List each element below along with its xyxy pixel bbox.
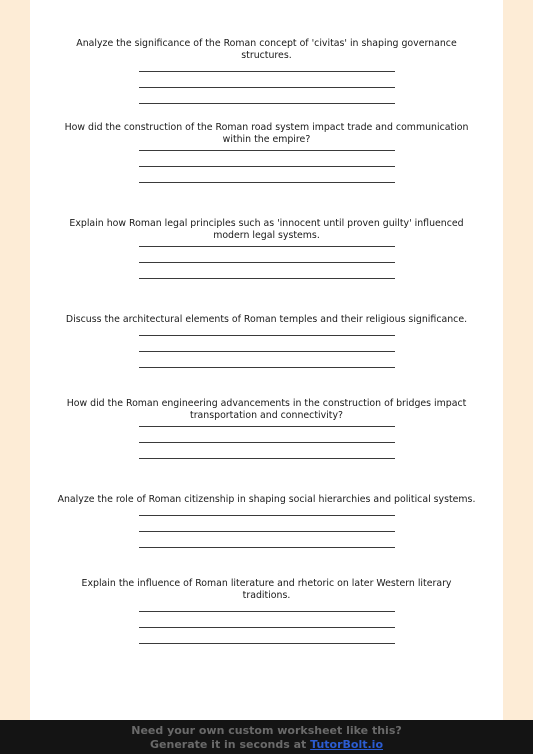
answer-lines [30,515,503,548]
answer-line [139,442,395,443]
answer-line [139,182,395,183]
question-7 [30,578,503,659]
question-text: Explain the influence of Roman literature and rhetoric on later Western literary traditions. [81,578,452,601]
question-text: How did the Roman engineering advancements in the construction of bridges impact transportation and connectivity? [66,398,467,421]
answer-line [139,458,395,459]
question-2 [30,122,503,198]
answer-line [139,103,395,104]
answer-lines [30,246,503,279]
question-text: How did the construction of the Roman road system impact trade and communication within the empire? [64,122,469,145]
answer-line [139,262,395,263]
answer-lines [30,335,503,368]
answer-line [139,71,395,72]
answer-line [139,351,395,352]
answer-line [139,367,395,368]
question-1 [30,38,503,119]
promo-line-2-prefix: Generate it in seconds at [150,738,311,751]
question-text: Discuss the architectural elements of Roman temples and their religious significance. [65,314,468,325]
answer-line [139,627,395,628]
question-text: Analyze the significance of the Roman concept of 'civitas' in shaping governance structures. [76,38,457,61]
answer-lines [30,426,503,459]
worksheet-page [30,0,503,720]
answer-line [139,547,395,548]
answer-line [139,166,395,167]
answer-line [139,150,395,151]
answer-lines [30,71,503,104]
tutorbolt-link[interactable]: TutorBolt.io [310,738,383,751]
promo-line-1: Need your own custom worksheet like this? [131,724,402,737]
question-6 [30,494,503,563]
answer-line [139,278,395,279]
answer-line [139,531,395,532]
question-4 [30,314,503,383]
answer-line [139,87,395,88]
question-5 [30,398,503,474]
answer-lines [30,150,503,183]
answer-line [139,515,395,516]
question-text: Explain how Roman legal principles such as 'innocent until proven guilty' influenced modern legal systems. [69,218,464,241]
answer-lines [30,611,503,644]
answer-line [139,611,395,612]
answer-line [139,426,395,427]
question-text: Analyze the role of Roman citizenship in shaping social hierarchies and political systems. [57,494,476,505]
promo-line-2 [0,738,533,752]
answer-line [139,335,395,336]
answer-line [139,246,395,247]
promo-footer [0,720,533,754]
answer-line [139,643,395,644]
question-3 [30,218,503,294]
